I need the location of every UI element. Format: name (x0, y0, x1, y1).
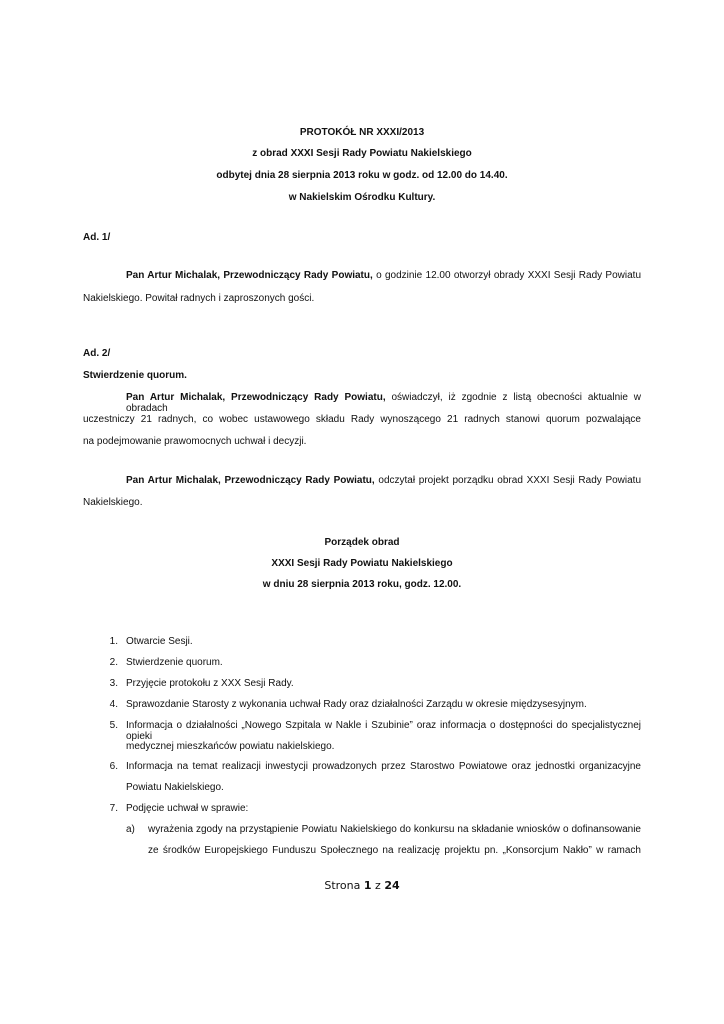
agenda-item: Sprawozdanie Starosty z wykonania uchwał Rady oraz działalności Zarządu w okresie międzysesyjnym. (126, 699, 587, 710)
footer-total-pages: 24 (384, 879, 400, 892)
ad2-p1-text: oświadczył, iż zgodnie z listą obecności aktualnie w obradach (126, 392, 642, 414)
ad2-subheading: Stwierdzenie quorum. (83, 370, 187, 381)
agenda-title: Porządek obrad (324, 537, 400, 548)
agenda-item-number: 1. (109, 636, 118, 647)
ad1-paragraph-line2: Nakielskiego. Powitał radnych i zaproszonych gości. (83, 293, 315, 304)
agenda-subitem: wyrażenia zgody na przystąpienie Powiatu Nakielskiego do konkursu na składanie wniosków o dofinansowanie (148, 824, 641, 835)
agenda-item-number: 4. (109, 699, 118, 710)
ad2-p1-line3: na podejmowanie prawomocnych uchwał i decyzji. (83, 436, 307, 447)
ad1-text: o godzinie 12.00 otworzył obrady XXXI Sesji Rady Powiatu (376, 270, 642, 281)
page-footer (0, 879, 724, 892)
ad1-paragraph-line1 (126, 270, 641, 281)
footer-current-page: 1 (363, 879, 372, 892)
protocol-title: PROTOKÓŁ NR XXXI/2013 (299, 127, 425, 138)
agenda-subitem-label: a) (126, 824, 135, 835)
agenda-session: XXXI Sesji Rady Powiatu Nakielskiego (271, 558, 453, 569)
agenda-item: Przyjęcie protokołu z XXX Sesji Rady. (126, 678, 294, 689)
ad2-p2-line1 (126, 475, 641, 486)
ad2-p1-speaker: Pan Artur Michalak, Przewodniczący Rady Powiatu, (126, 392, 386, 403)
agenda-item-number: 7. (109, 803, 118, 814)
agenda-item: Stwierdzenie quorum. (126, 657, 223, 668)
ad2-heading: Ad. 2/ (83, 348, 111, 359)
ad2-p1-line1 (126, 392, 641, 414)
agenda-item: Informacja o działalności „Nowego Szpitala w Nakle i Szubinie” oraz informacja o dostępności do specjalistycznej opieki (126, 720, 641, 742)
agenda-item-number: 5. (109, 720, 118, 731)
protocol-location: w Nakielskim Ośrodku Kultury. (288, 192, 436, 203)
protocol-date: odbytej dnia 28 sierpnia 2013 roku w godz. od 12.00 do 14.40. (216, 170, 508, 181)
footer-prefix: Strona (324, 879, 361, 892)
agenda-item: Otwarcie Sesji. (126, 636, 193, 647)
ad1-speaker: Pan Artur Michalak, Przewodniczący Rady Powiatu, (126, 270, 373, 281)
agenda-subitem-continuation: ze środków Europejskiego Funduszu Społecznego na realizację projektu pn. „Konsorcjum Nakło” w ramach (148, 845, 641, 856)
agenda-item: Podjęcie uchwał w sprawie: (126, 803, 249, 814)
footer-separator: z (375, 879, 381, 892)
agenda-item-number: 3. (109, 678, 118, 689)
ad2-p2-text: odczytał projekt porządku obrad XXXI Sesji Rady Powiatu (378, 475, 642, 486)
protocol-subtitle: z obrad XXXI Sesji Rady Powiatu Nakielskiego (252, 148, 472, 159)
agenda-item-number: 2. (109, 657, 118, 668)
agenda-item-continuation: medycznej mieszkańców powiatu nakielskiego. (126, 741, 335, 752)
ad2-p1-line2: uczestniczy 21 radnych, co wobec ustawowego składu Rady wynoszącego 21 radnych stanowi quorum pozwalające (83, 414, 641, 425)
ad1-heading: Ad. 1/ (83, 232, 111, 243)
agenda-date: w dniu 28 sierpnia 2013 roku, godz. 12.00. (262, 579, 462, 590)
ad2-p2-speaker: Pan Artur Michalak, Przewodniczący Rady Powiatu, (126, 475, 375, 486)
agenda-item: Informacja na temat realizacji inwestycji prowadzonych przez Starostwo Powiatowe oraz jednostki organizacyjne (126, 761, 641, 772)
ad2-p2-line2: Nakielskiego. (83, 497, 143, 508)
agenda-item-number: 6. (109, 761, 118, 772)
agenda-item-continuation: Powiatu Nakielskiego. (126, 782, 224, 793)
